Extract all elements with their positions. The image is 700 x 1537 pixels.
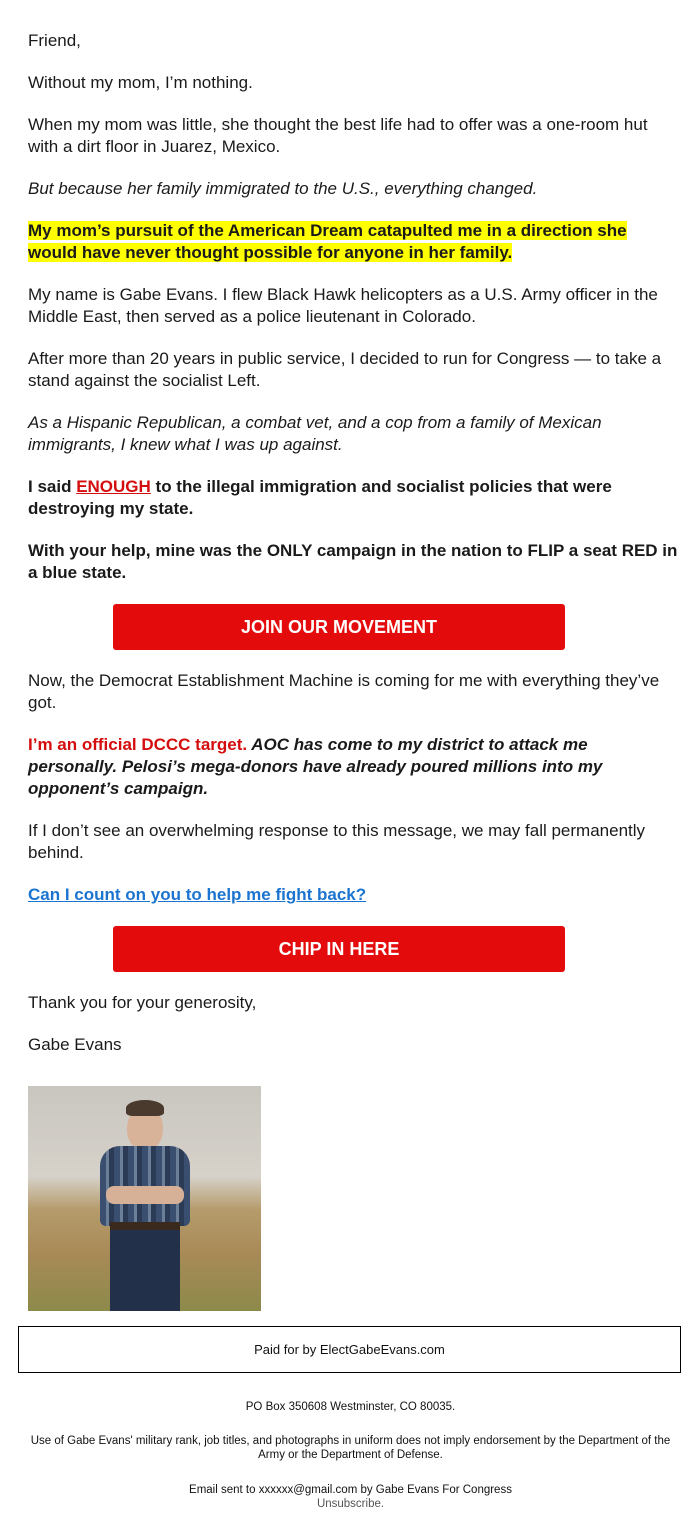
photo-belt (110, 1222, 180, 1230)
sent-to-text: Email sent to xxxxxx@gmail.com by Gabe Evans For Congress (189, 1484, 512, 1496)
fight-back-link[interactable]: Can I count on you to help me fight back? (28, 885, 367, 904)
greeting: Friend, (28, 31, 81, 50)
paragraph-hispanic-republican: As a Hispanic Republican, a combat vet, and a cop from a family of Mexican immigrants, I knew what I was up against. (28, 413, 602, 454)
paragraph-enough (28, 476, 678, 520)
join-our-movement-button[interactable]: JOIN OUR MOVEMENT (113, 604, 565, 650)
photo-hair (126, 1100, 164, 1116)
footer-address: PO Box 350608 Westminster, CO 80035. (245, 1401, 456, 1413)
paragraph-mom: Without my mom, I’m nothing. (28, 73, 253, 92)
cta-chip-wrap (28, 926, 678, 972)
dccc-target-text: I’m an official DCCC target. (28, 735, 248, 754)
paragraph-dccc (28, 734, 678, 800)
paragraph-flip: With your help, mine was the ONLY campaign in the nation to FLIP a seat RED in a blue state. (28, 541, 678, 582)
paragraph-response: If I don’t see an overwhelming response to this message, we may fall permanently behind. (28, 821, 646, 862)
cta-join-wrap (28, 604, 678, 650)
paragraph-link (28, 884, 678, 906)
signoff: Thank you for your generosity, (28, 993, 257, 1012)
dccc-rest-text: AOC has come to my district to attack me personally. Pelosi’s mega-donors have already poured millions into my opponent’s campaign. (28, 735, 603, 798)
enough-before: I said (28, 477, 77, 496)
highlighted-text: My mom’s pursuit of the American Dream catapulted me in a direction she would have never thought possible for anyone in her family. (28, 221, 627, 262)
footer-sent-to (28, 1483, 673, 1511)
signature: Gabe Evans (28, 1035, 122, 1054)
paragraph-american-dream (28, 220, 678, 264)
paragraph-intro: My name is Gabe Evans. I flew Black Hawk helicopters as a U.S. Army officer in the Middle East, then served as a police lieutenant in Colorado. (28, 285, 658, 326)
email-body (28, 30, 678, 1076)
unsubscribe-link[interactable]: Unsubscribe. (316, 1498, 385, 1510)
candidate-photo (28, 1086, 261, 1311)
paragraph-public-service: After more than 20 years in public service, I decided to run for Congress — to take a stand against the socialist Left. (28, 349, 662, 390)
paragraph-immigrated: But because her family immigrated to the U.S., everything changed. (28, 179, 538, 198)
photo-arms (106, 1186, 184, 1204)
footer-disclaimer: Use of Gabe Evans' military rank, job titles, and photographs in uniform does not imply endorsement by the Department of the Army or the Department of Defense. (30, 1435, 671, 1461)
chip-in-here-button[interactable]: CHIP IN HERE (113, 926, 565, 972)
paragraph-juarez: When my mom was little, she thought the best life had to offer was a one-room hut with a dirt floor in Juarez, Mexico. (28, 115, 648, 156)
paid-for-box: Paid for by ElectGabeEvans.com (18, 1326, 681, 1373)
photo-jeans (110, 1230, 180, 1311)
enough-after: to the illegal immigration and socialist policies that were destroying my state. (28, 477, 612, 518)
enough-emphasis: ENOUGH (76, 477, 151, 496)
paragraph-establishment: Now, the Democrat Establishment Machine is coming for me with everything they’ve got. (28, 671, 660, 712)
